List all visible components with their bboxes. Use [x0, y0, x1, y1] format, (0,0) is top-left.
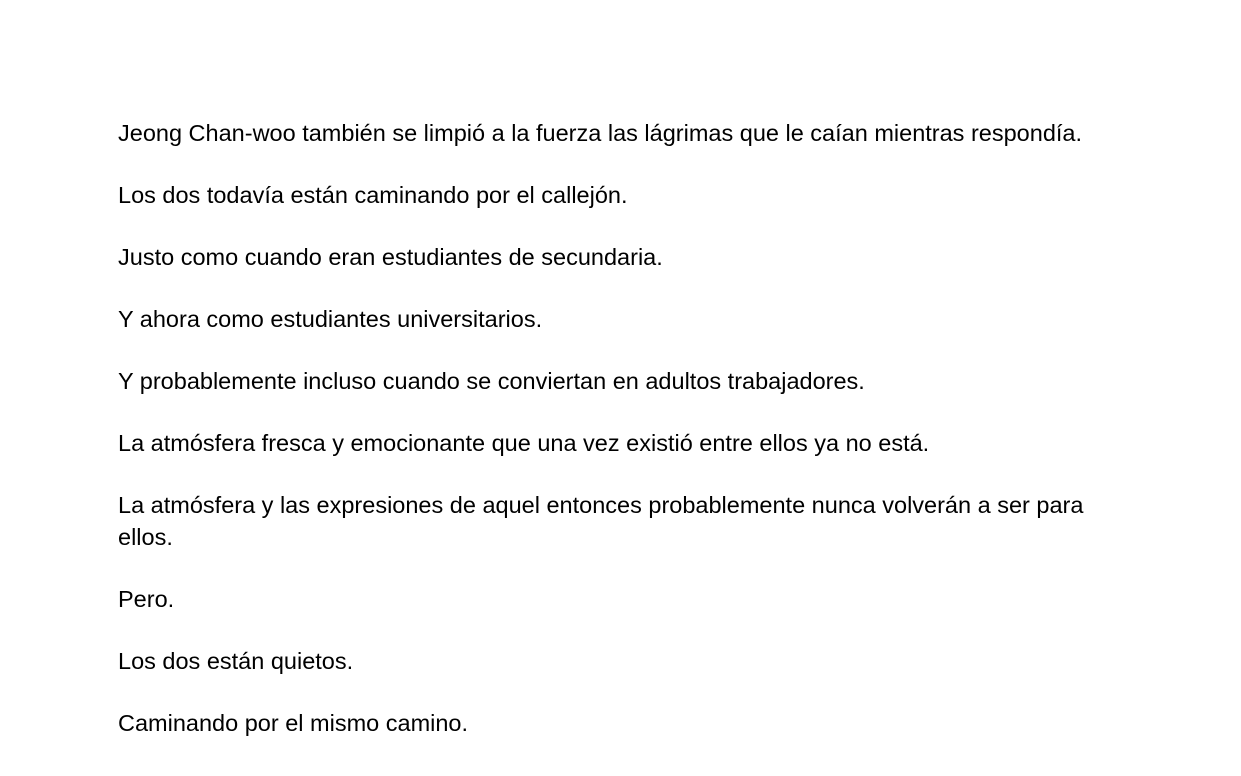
paragraph: Caminando por el mismo camino. [118, 710, 469, 736]
paragraph: Y probablemente incluso cuando se conviertan en adultos trabajadores. [118, 368, 865, 394]
paragraph: La atmósfera y las expresiones de aquel entonces probablemente nunca volverán a ser para ellos. [118, 492, 1084, 550]
document-body [118, 117, 1118, 769]
paragraph: Y ahora como estudiantes universitarios. [118, 306, 543, 332]
paragraph: Jeong Chan-woo también se limpió a la fuerza las lágrimas que le caían mientras respondía. [118, 120, 1083, 146]
paragraph: Los dos todavía están caminando por el callejón. [118, 182, 628, 208]
paragraph: Justo como cuando eran estudiantes de secundaria. [118, 244, 663, 270]
paragraph: Los dos están quietos. [118, 648, 354, 674]
paragraph: Pero. [118, 586, 175, 612]
paragraph: La atmósfera fresca y emocionante que una vez existió entre ellos ya no está. [118, 430, 930, 456]
